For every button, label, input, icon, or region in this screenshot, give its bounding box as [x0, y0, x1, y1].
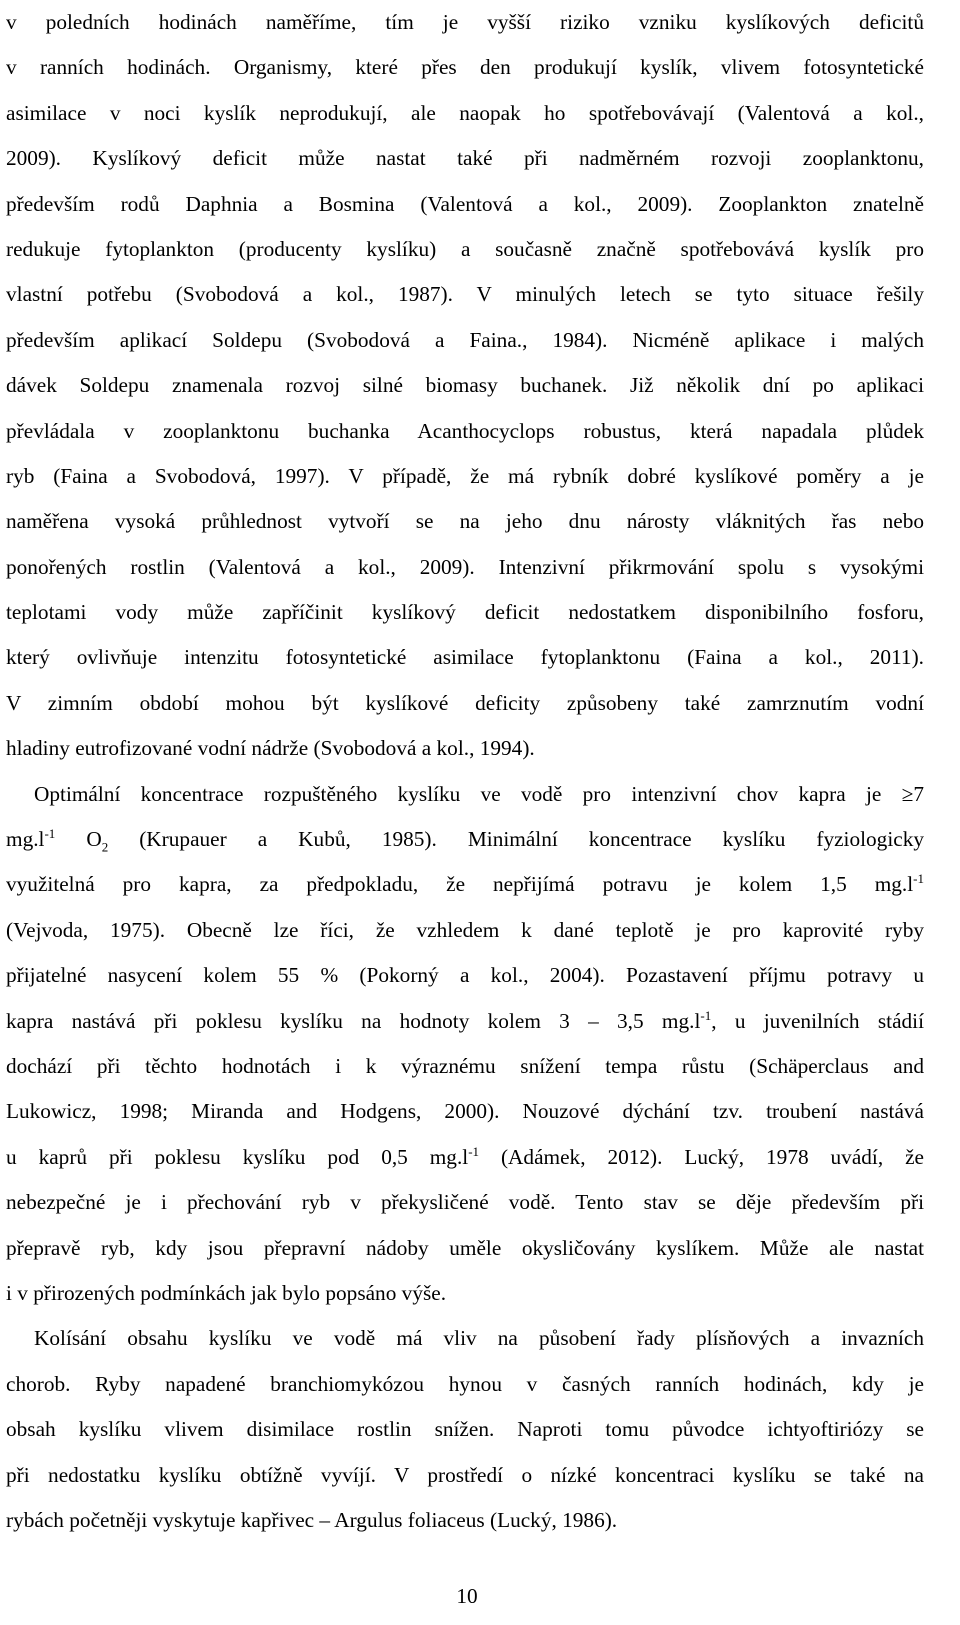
text-line: dochází při těchto hodnotách i k výraznému snížení tempa růstu (Schäperclaus and	[6, 1053, 924, 1078]
text-line: teplotami vody může zapříčinit kyslíkový deficit nedostatkem disponibilního fosforu,	[6, 600, 924, 625]
text-line: obsah kyslíku vlivem disimilace rostlin snížen. Naproti tomu původce ichtyoftiriózy se	[6, 1417, 924, 1442]
text-span: kapra nastává při poklesu kyslíku na hodnoty kolem 3 – 3,5 mg.l	[6, 1008, 701, 1033]
text-line: i v přirozených podmínkách jak bylo popsáno výše.	[6, 1280, 447, 1305]
text-line	[6, 862, 924, 907]
text-line	[6, 817, 924, 862]
page-number: 10	[456, 1584, 478, 1608]
text-line: nebezpečné je i přechování ryb v překysličené vodě. Tento stav se děje především při	[6, 1190, 924, 1215]
text-line: přijatelné nasycení kolem 55 % (Pokorný a kol., 2004). Pozastavení příjmu potravy u	[6, 963, 924, 988]
superscript: -1	[468, 1143, 480, 1159]
text-span: u kaprů při poklesu kyslíku pod 0,5 mg.l	[6, 1144, 469, 1169]
text-span: , u juvenilních stádií	[711, 1008, 924, 1033]
text-span: (Krupauer a Kubů, 1985). Minimální koncentrace kyslíku fyziologicky	[108, 827, 924, 852]
text-line: který ovlivňuje intenzitu fotosyntetické asimilace fytoplanktonu (Faina a kol., 2011).	[6, 645, 924, 670]
text-body	[6, 0, 924, 1543]
paragraph	[6, 1316, 924, 1543]
text-line: redukuje fytoplankton (producenty kyslíku) a současně značně spotřebovává kyslík pro	[6, 236, 924, 261]
text-line: v poledních hodinách naměříme, tím je vyšší riziko vzniku kyslíkových deficitů	[6, 10, 924, 34]
text-line: dávek Soldepu znamenala rozvoj silné biomasy buchanek. Již několik dní po aplikaci	[6, 373, 924, 398]
text-span: využitelná pro kapra, za předpokladu, že nepřijímá potravu je kolem 1,5 mg.l	[6, 872, 914, 897]
superscript: -1	[44, 825, 56, 841]
text-line: Kolísání obsahu kyslíku ve vodě má vliv na působení řady plísňových a invazních	[34, 1326, 924, 1351]
text-line: (Vejvoda, 1975). Obecně lze říci, že vzhledem k dané teplotě je pro kaprovité ryby	[6, 917, 924, 942]
text-line	[6, 999, 924, 1044]
text-span: mg.l	[6, 827, 45, 852]
text-line: ryb (Faina a Svobodová, 1997). V případě, že má rybník dobré kyslíkové poměry a je	[6, 463, 924, 488]
text-span: (Adámek, 2012). Lucký, 1978 uvádí, že	[479, 1144, 924, 1169]
text-line: 2009). Kyslíkový deficit může nastat také při nadměrném rozvoji zooplanktonu,	[6, 146, 924, 171]
text-line: při nedostatku kyslíku obtížně vyvíjí. V prostředí o nízké koncentraci kyslíku se také na	[6, 1462, 924, 1487]
superscript: -1	[913, 871, 924, 887]
text-line: rybách početněji vyskytuje kapřivec – Argulus foliaceus (Lucký, 1986).	[6, 1507, 618, 1532]
text-line: především aplikací Soldepu (Svobodová a Faina., 1984). Nicméně aplikace i malých	[6, 327, 924, 352]
text-line: naměřena vysoká průhlednost vytvoří se na jeho dnu nárosty vláknitých řas nebo	[6, 509, 924, 534]
text-line: ponořených rostlin (Valentová a kol., 2009). Intenzivní přikrmování spolu s vysokými	[6, 554, 924, 579]
text-line: Lukowicz, 1998; Miranda and Hodgens, 2000). Nouzové dýchání tzv. troubení nastává	[6, 1099, 924, 1124]
text-line: hladiny eutrofizované vodní nádrže (Svobodová a kol., 1994).	[6, 736, 535, 761]
paragraph	[6, 772, 924, 1317]
text-line: Optimální koncentrace rozpuštěného kyslíku ve vodě pro intenzivní chov kapra je ≥7	[34, 781, 924, 806]
text-line: převládala v zooplanktonu buchanka Acanthocyclops robustus, která napadala plůdek	[6, 418, 924, 443]
text-line: V zimním období mohou být kyslíkové deficity způsobeny také zamrznutím vodní	[6, 690, 924, 715]
text-span: O	[55, 827, 102, 852]
text-line	[6, 1135, 924, 1180]
text-line: především rodů Daphnia a Bosmina (Valentová a kol., 2009). Zooplankton znatelně	[6, 191, 924, 216]
text-line: asimilace v noci kyslík neprodukují, ale naopak ho spotřebovávají (Valentová a kol.,	[6, 100, 924, 125]
text-line: chorob. Ryby napadené branchiomykózou hynou v časných ranních hodinách, kdy je	[6, 1371, 924, 1396]
subscript: 2	[101, 839, 109, 855]
superscript: -1	[700, 1007, 712, 1023]
text-line: přepravě ryb, kdy jsou přepravní nádoby uměle okysličovány kyslíkem. Může ale nastat	[6, 1235, 924, 1260]
text-line: v ranních hodinách. Organismy, které přes den produkují kyslík, vlivem fotosyntetické	[6, 55, 924, 80]
paragraph	[6, 0, 924, 772]
text-line: vlastní potřebu (Svobodová a kol., 1987). V minulých letech se tyto situace řešily	[6, 282, 924, 307]
